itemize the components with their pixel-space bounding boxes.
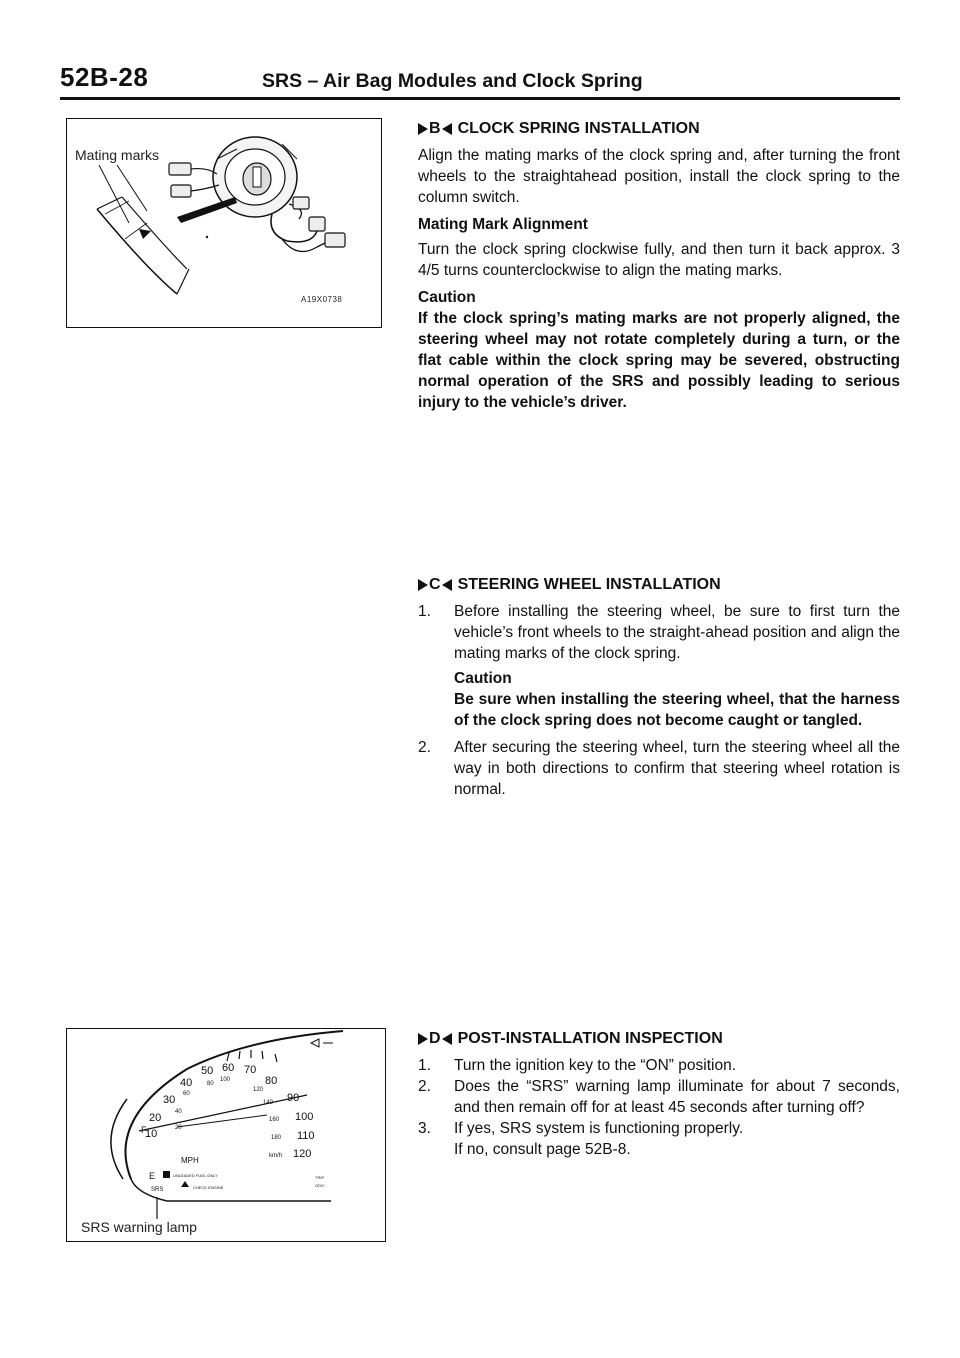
section-b-intro: Align the mating marks of the clock spring and, after turning the front wheels to the straightahead position, install the clock spring to the column switch. [418, 147, 900, 206]
srs-warning-lamp-label: SRS warning lamp [81, 1219, 197, 1235]
section-steering-wheel-installation [418, 574, 900, 804]
unleaded-fuel-label: UNLEADED FUEL ONLY [173, 1173, 218, 1178]
mph-10: 10 [145, 1128, 158, 1140]
clock-spring-figure [66, 118, 382, 328]
kmh-100: 100 [220, 1077, 231, 1083]
kmh-20: 20 [175, 1125, 182, 1131]
step-number: 1. [418, 603, 431, 620]
mph-90: 90 [287, 1092, 300, 1104]
kmh-40: 40 [175, 1109, 182, 1115]
kmh-140: 140 [263, 1100, 274, 1106]
mating-marks-label: Mating marks [75, 147, 160, 163]
mph-70: 70 [244, 1064, 257, 1076]
step-text: If yes, SRS system is functioning properly. [454, 1120, 744, 1137]
kmh-180: 180 [271, 1135, 282, 1141]
kmh-160: 160 [269, 1117, 280, 1123]
header-rule [60, 97, 900, 100]
list-item [418, 601, 900, 664]
section-c-heading [418, 574, 900, 595]
srs-warning-lamp-figure [66, 1028, 386, 1242]
list-item [418, 1055, 900, 1076]
triangle-right-icon [418, 1033, 428, 1045]
mph-50: 50 [201, 1065, 214, 1077]
fuel-empty-label: E [149, 1171, 156, 1181]
step-text: Does the “SRS” warning lamp illuminate for about 7 seconds, and then remain off for at least 45 seconds after turning off? [454, 1078, 900, 1116]
mating-mark-alignment-subhead: Mating Mark Alignment [418, 216, 588, 233]
kmh-80: 80 [207, 1081, 214, 1087]
step-number: 1. [418, 1057, 431, 1074]
mph-20: 20 [149, 1112, 162, 1124]
section-d-heading [418, 1028, 900, 1049]
check-engine-label: CHECK ENGINE [193, 1185, 224, 1190]
step-text: After securing the steering wheel, turn the steering wheel all the way in both directions to confirm that steering wheel rotation is normal. [454, 739, 900, 798]
steering-steps-list-continued [418, 737, 900, 800]
section-b-letter: B [429, 120, 441, 137]
kmh-unit-label: km/h [269, 1153, 283, 1159]
page-title: SRS – Air Bag Modules and Clock Spring [262, 70, 643, 92]
trip-label: TRIP [315, 1175, 325, 1180]
triangle-left-icon [442, 579, 452, 591]
step-number: 2. [418, 1078, 431, 1095]
step-number: 2. [418, 739, 431, 756]
section-c-letter: C [429, 576, 441, 593]
mph-30: 30 [163, 1094, 176, 1106]
caution-label: Caution [418, 289, 476, 306]
caution-text: If the clock spring’s mating marks are not properly aligned, the steering wheel may not rotate completely during a turn, or the flat cable within the clock spring may be severed, obstructing normal operation of the SRS and possibly leading to serious injury to the vehicle’s driver. [418, 310, 900, 411]
step-3-continuation: If no, consult page 52B-8. [454, 1141, 631, 1158]
mph-120: 120 [293, 1148, 312, 1160]
mph-60: 60 [222, 1062, 235, 1074]
triangle-right-icon [418, 579, 428, 591]
list-item [418, 737, 900, 800]
kmh-120: 120 [253, 1087, 264, 1093]
mph-40: 40 [180, 1077, 193, 1089]
section-clock-spring-installation [418, 118, 900, 419]
section-post-installation-inspection [418, 1028, 900, 1160]
mph-unit-label: MPH [181, 1156, 199, 1165]
section-d-letter: D [429, 1030, 441, 1047]
step-number: 3. [418, 1120, 431, 1137]
list-item [418, 1118, 900, 1139]
step-text: Turn the ignition key to the “ON” position. [454, 1057, 737, 1074]
alignment-text: Turn the clock spring clockwise fully, and then turn it back approx. 3 4/5 turns counterclockwise to align the mating marks. [418, 241, 900, 279]
triangle-left-icon [442, 123, 452, 135]
kmh-60: 60 [183, 1091, 190, 1097]
section-b-heading [418, 118, 900, 139]
srs-indicator-label: SRS [151, 1187, 164, 1193]
mph-100: 100 [295, 1111, 314, 1123]
instrument-cluster-illustration [67, 1029, 385, 1241]
section-d-title: POST-INSTALLATION INSPECTION [457, 1030, 723, 1047]
step-text: Before installing the steering wheel, be sure to first turn the vehicle’s front wheels to the straight-ahead position and align the mating marks of the clock spring. [454, 603, 900, 662]
caution-label: Caution [454, 670, 512, 687]
section-c-title: STEERING WHEEL INSTALLATION [457, 576, 721, 593]
caution-text: Be sure when installing the steering wheel, that the harness of the clock spring does not become caught or tangled. [454, 691, 900, 729]
figure-code: A19X0738 [301, 295, 343, 304]
section-b-title: CLOCK SPRING INSTALLATION [457, 120, 700, 137]
steering-steps-list [418, 601, 900, 664]
list-item [418, 1076, 900, 1118]
mph-110: 110 [297, 1130, 315, 1142]
page-number: 52B-28 [60, 62, 149, 92]
inspection-steps-list [418, 1055, 900, 1139]
fuel-full-label: F [141, 1125, 147, 1135]
triangle-left-icon [442, 1033, 452, 1045]
mph-80: 80 [265, 1075, 278, 1087]
triangle-right-icon [418, 123, 428, 135]
odo-label: ODO [315, 1183, 325, 1188]
